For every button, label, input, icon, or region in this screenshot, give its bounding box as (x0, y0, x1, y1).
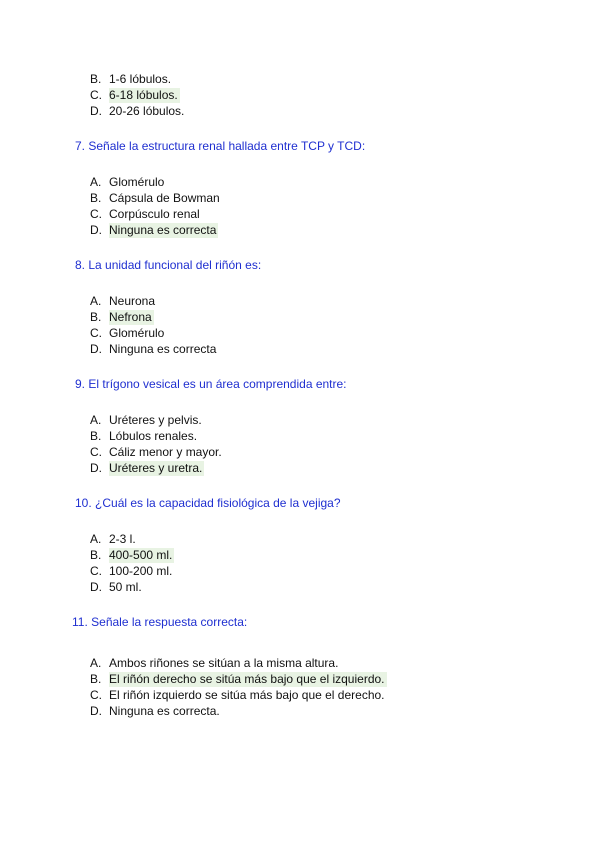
question-text: El trígono vesical es un área comprendida entre: (88, 377, 347, 391)
option-letter: B. (90, 672, 102, 686)
option-letter: B. (90, 191, 102, 205)
option-letter: A. (90, 413, 102, 427)
option-q8-c (90, 326, 166, 341)
option-letter: B. (90, 72, 102, 86)
question-10 (75, 495, 341, 511)
option-text: 1-6 lóbulos. (109, 72, 172, 86)
option-q9-a (90, 413, 204, 428)
question-number: 9. (75, 377, 86, 391)
question-number: 11. (72, 615, 88, 629)
option-q11-d (90, 704, 222, 719)
option-text: Neurona (109, 294, 156, 308)
option-text: Glomérulo (109, 326, 165, 340)
option-q11-c (90, 688, 387, 703)
option-q7-c (90, 207, 202, 222)
option-text: Uréteres y pelvis. (109, 413, 202, 427)
option-letter: D. (90, 704, 102, 718)
option-text: Cápsula de Bowman (109, 191, 220, 205)
option-text: 100-200 ml. (109, 564, 173, 578)
option-text: Ambos riñones se sitúan a la misma altura. (109, 656, 339, 670)
question-text: ¿Cuál es la capacidad fisiológica de la vejiga? (95, 496, 341, 510)
option-text: 6-18 lóbulos. (109, 88, 178, 102)
question-number: 7. (75, 139, 86, 153)
option-text: Ninguna es correcta (109, 223, 217, 237)
option-letter: C. (90, 207, 102, 221)
question-number: 8. (75, 258, 86, 272)
option-q8-a (90, 294, 157, 309)
option-q10-a (90, 532, 138, 547)
option-q9-b (90, 429, 199, 444)
option-text: Cáliz menor y mayor. (109, 445, 222, 459)
option-letter: C. (90, 326, 102, 340)
option-text: Nefrona (109, 310, 152, 324)
option-q11-b (90, 672, 387, 687)
option-letter: A. (90, 175, 102, 189)
option-q9-c (90, 445, 224, 460)
option-letter: A. (90, 656, 102, 670)
option-letter: C. (90, 688, 102, 702)
option-text: 2-3 l. (109, 532, 136, 546)
option-q11-a (90, 656, 340, 671)
option-q10-d (90, 580, 144, 595)
option-letter: B. (90, 548, 102, 562)
option-text: Corpúsculo renal (109, 207, 200, 221)
option-letter: D. (90, 461, 102, 475)
option-letter: D. (90, 104, 102, 118)
option-text: 50 ml. (109, 580, 142, 594)
question-9 (75, 376, 347, 392)
option-letter: B. (90, 310, 102, 324)
option-letter: D. (90, 580, 102, 594)
option-text: El riñón izquierdo se sitúa más bajo que el derecho. (109, 688, 385, 702)
option-letter: D. (90, 342, 102, 356)
option-letter: A. (90, 294, 102, 308)
option-q8-b (90, 310, 154, 325)
question-text: Señale la estructura renal hallada entre TCP y TCD: (88, 139, 366, 153)
question-number: 10. (75, 496, 92, 510)
option-letter: D. (90, 223, 102, 237)
option-q6-c (90, 88, 180, 103)
option-q6-d (90, 104, 186, 119)
option-q10-c (90, 564, 174, 579)
question-7 (75, 138, 365, 154)
option-letter: C. (90, 88, 102, 102)
option-q7-b (90, 191, 222, 206)
option-text: Ninguna es correcta. (109, 704, 220, 718)
question-8 (75, 257, 261, 273)
option-text: El riñón derecho se sitúa más bajo que el izquierdo. (109, 672, 385, 686)
option-letter: B. (90, 429, 102, 443)
option-q9-d (90, 461, 204, 476)
question-11 (72, 614, 247, 630)
option-text: Uréteres y uretra. (109, 461, 203, 475)
option-q7-a (90, 175, 166, 190)
question-text: Señale la respuesta correcta: (91, 615, 248, 629)
option-letter: C. (90, 564, 102, 578)
option-text: 400-500 ml. (109, 548, 173, 562)
option-text: 20-26 lóbulos. (109, 104, 185, 118)
option-q10-b (90, 548, 174, 563)
option-q6-b (90, 72, 173, 87)
option-text: Lóbulos renales. (109, 429, 198, 443)
option-letter: C. (90, 445, 102, 459)
option-q8-d (90, 342, 218, 357)
option-text: Glomérulo (109, 175, 165, 189)
question-text: La unidad funcional del riñón es: (88, 258, 262, 272)
option-q7-d (90, 223, 218, 238)
option-letter: A. (90, 532, 102, 546)
option-text: Ninguna es correcta (109, 342, 217, 356)
